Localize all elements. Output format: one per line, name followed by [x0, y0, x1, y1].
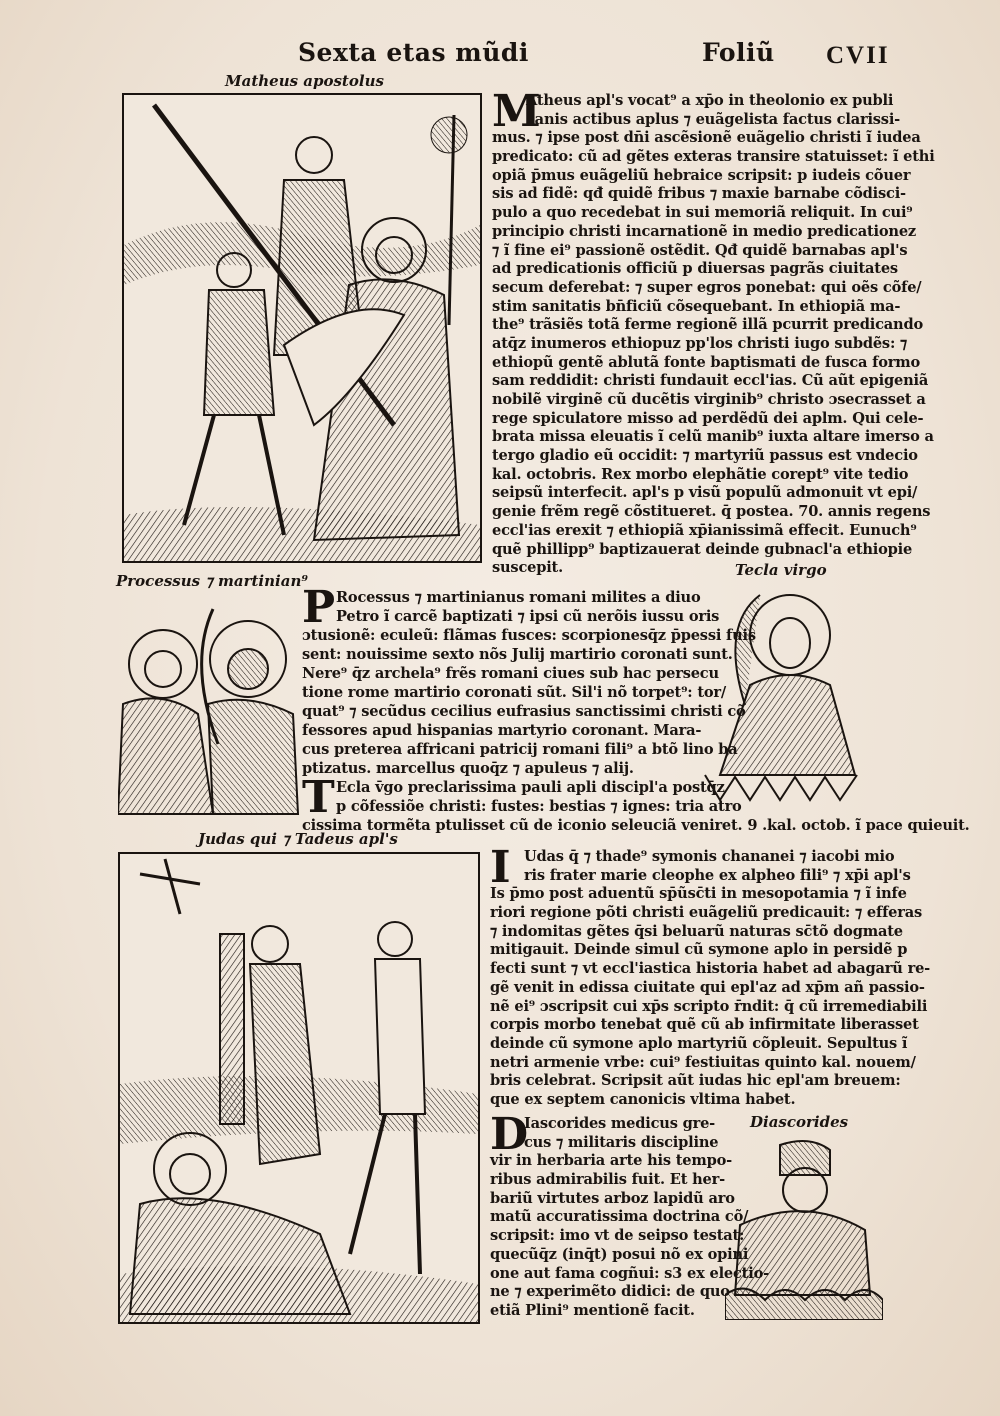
- text-line: fecti sunt ⁊ vt eccl'iastica historia habet ad abagarũ re-: [490, 960, 931, 978]
- text-line: ad predicationis officiũ p diuersas pagrãs ciuitates: [492, 260, 898, 278]
- text-line: Atheus apl's vocat⁹ a xp̄o in theolonio ex publi: [526, 92, 894, 109]
- initial-M: M: [492, 86, 541, 137]
- text-line: atq̄z inumeros ethiopuz pp'los christi iugo subdẽs: ⁊: [492, 334, 908, 352]
- text-line: rege spiculatore misso ad perdẽdũ dei aplm. Qui cele-: [492, 409, 924, 427]
- text-line: quat⁹ ⁊ secũdus cecilius eufrasius sanctissimi christi cõ: [302, 703, 746, 720]
- text-line: gẽ venit in edissa ciuitate qui epl'az ad xp̄m añ passio-: [490, 978, 925, 996]
- text-line: ne ⁊ experimẽto didici: de quo: [490, 1283, 730, 1301]
- text-line: secum deferebat: ⁊ super egros ponebat: qui oẽs cõfe/: [492, 278, 922, 296]
- text-line: que ex septem canonicis vltima habet.: [490, 1090, 796, 1108]
- text-line: matũ accuratissima doctrina cõ/: [490, 1208, 749, 1226]
- text-line: canis actibus aplus ⁊ euãgelista factus clarissi-: [526, 110, 901, 128]
- text-line: sent: nouissime sexto nõs Julij martirio coronati sunt.: [302, 646, 733, 663]
- text-line: eccl'ias erexit ⁊ ethiopiã xp̄ianissimã effecit. Eunuch⁹: [492, 521, 917, 539]
- text-line: scripsit: imo vt de seipso testat:: [490, 1227, 745, 1245]
- running-title: Sexta etas mũdi: [298, 38, 529, 67]
- text-line: cus ⁊ militaris disciplinе: [524, 1133, 719, 1151]
- woodcut-matheus-martyrdom: [122, 93, 482, 563]
- text-line: Ecla v̄go preclarissima pauli apli discipl'a postq̄z: [336, 779, 725, 796]
- text-line: the⁹ trãsiẽs totã ferme regionẽ illã pcurrit predicando: [492, 316, 924, 334]
- text-diascorides: [490, 1109, 769, 1321]
- text-line: pulo a quo recedebat in sui memoriã reliquit. In cui⁹: [492, 204, 913, 222]
- text-line: opiã p̄mus euãgeliũ hebraice scripsit: p iudeis cõuer: [492, 166, 911, 184]
- text-line: suscepit.: [492, 559, 563, 577]
- text-line: bris celebrat. Scripsit aũt iudas hic epl'am breuem:: [490, 1072, 901, 1090]
- text-line: stim sanitatis bn̄ficiũ cõsequebant. In ethiopiã ma-: [492, 297, 901, 315]
- woodcut-processus-martinianus: [118, 604, 300, 820]
- text-line: nobilẽ virginẽ cũ ducẽtis virginib⁹ christo ɔsecrasset a: [492, 391, 926, 408]
- text-line: mitigauit. Deinde simul cũ symone aplo in persidẽ p: [490, 941, 908, 959]
- caption-judas: Judas qui ⁊ Tadeus apl's: [198, 830, 398, 848]
- text-line: ɔtusionẽ: eculeũ: flãmas fusces: scorpionesq̄z p̄pessi fuis: [302, 627, 756, 644]
- text-line: Nere⁹ q̄z archela⁹ frẽs romani ciues sub hac persecu: [302, 665, 719, 682]
- text-line: mus. ⁊ ipse post dn̄i ascẽsionẽ euãgelio christi ĩ iudea: [492, 129, 921, 147]
- text-tecla: [302, 772, 970, 835]
- text-line: ris frater marie cleophe ex alpheo fili⁹ ⁊ xp̄i apl's: [524, 866, 911, 884]
- text-line: nẽ ei⁹ ɔscripsit cui xp̄s scripto r̄ndit: q̄ cũ irremediabili: [490, 997, 928, 1015]
- text-line: Is p̄mo post aduentũ sp̄ũsc̄ti in mesopotamia ⁊ ĩ infe: [490, 885, 907, 903]
- text-line: principio christi incarnationẽ in medio predicationez: [492, 222, 916, 240]
- text-line: ptizatus. marcellus quoq̄z ⁊ apuleus ⁊ alij.: [302, 760, 634, 777]
- text-line: predicato: cũ ad gẽtes exteras transire statuisset: ĩ ethi: [492, 148, 935, 166]
- text-line: tergo gladio eũ occidit: ⁊ martyriũ passus est vndecio: [492, 447, 918, 465]
- text-line: ribus admirabilis fuit. Et her-: [490, 1171, 725, 1189]
- text-line: tione rome martirio coronati sũt. Sil'i nõ torpet⁹: tor/: [302, 684, 727, 701]
- text-line: sam reddidit: christi fundauit eccl'ias. Cũ aũt epigeniã: [492, 372, 929, 390]
- text-line: Rocessus ⁊ martinianus romani milites a diuo: [336, 589, 701, 606]
- initial-D: D: [490, 1109, 528, 1160]
- initial-T: T: [302, 772, 335, 823]
- caption-diascorides: Diascorides: [750, 1113, 849, 1131]
- woodcut-judas-thaddeus-martyrdom: [118, 852, 480, 1324]
- text-line: bariũ virtutes arboz lapidũ aro: [490, 1189, 735, 1207]
- folio-word: Foliũ: [702, 38, 775, 67]
- text-line: one aut fama cogñui: s3 ex electio-: [490, 1264, 769, 1282]
- initial-P: P: [302, 582, 335, 633]
- text-line: quecũq̄z (inq̄t) posui nõ ex opini: [490, 1245, 749, 1263]
- caption-processus: Processus ⁊ martinian⁹: [116, 572, 308, 590]
- text-line: cissima tormẽta ptulisset cũ de iconio seleuciã veniret. 9 .kal. octob. ĩ pace quieuit.: [302, 817, 970, 834]
- text-line: etiã Plini⁹ mentionẽ facit.: [490, 1301, 695, 1319]
- text-line: riori regione põti christi euãgeliũ predicauit: ⁊ efferas: [490, 904, 922, 922]
- caption-matheus: Matheus apostolus: [225, 72, 384, 90]
- text-line: netri armenie vrbe: cui⁹ festiuitas quinto kal. nouem/: [490, 1053, 916, 1071]
- text-line: Petro ĩ carcẽ baptizati ⁊ ipsi cũ nerõis iussu oris: [336, 608, 720, 625]
- text-line: corpis morbo tenebat quẽ cũ ab infirmitate liberasset: [490, 1016, 919, 1034]
- text-line: quẽ phillipp⁹ baptizauerat deinde gubnacl'a ethiopie: [492, 540, 913, 558]
- text-matheus: [492, 86, 935, 578]
- text-line: vir in herbaria arte his tempo-: [490, 1152, 733, 1170]
- text-line: fessores apud hispanias martyrio coronant. Mara-: [302, 722, 702, 739]
- text-line: ethiopũ gentẽ ablutã fonte baptismati de fusca formo: [492, 353, 921, 371]
- text-line: Udas q̄ ⁊ thade⁹ symonis chananei ⁊ iacobi mio: [524, 848, 895, 865]
- text-line: brata missa eleuatis ĩ celũ manib⁹ iuxta altare imerso a: [492, 428, 934, 446]
- text-line: sis ad fidẽ: qđ quidẽ fribus ⁊ maxie barnabe cõdisci-: [492, 185, 906, 203]
- initial-I: I: [490, 842, 511, 893]
- text-line: ⁊ indomitas gẽtes q̄si beluarũ naturas sc̄tõ dogmate: [490, 922, 903, 940]
- folio-number: CVII: [826, 42, 890, 69]
- text-line: seipsũ interfecit. apl's p visũ populũ admonuit vt epi/: [492, 484, 918, 502]
- text-line: deinde cũ symone aplo martyriũ cõpleuit. Sepultus ĩ: [490, 1034, 908, 1052]
- text-line: cus preterea affricani patricij romani fili⁹ a btõ lino ba: [302, 741, 738, 758]
- text-line: Iascorides medicus gre-: [524, 1115, 716, 1132]
- caption-tecla: Tecla virgo: [735, 561, 827, 579]
- text-line: p cõfessiõe christi: fustes: bestias ⁊ ignes: tria atro: [336, 798, 742, 815]
- text-line: kal. octobris. Rex morbo elephãtie corept⁹ vite tedio: [492, 465, 909, 483]
- text-judas: [490, 842, 931, 1110]
- text-processus: [302, 582, 756, 778]
- text-line: genie frẽm regẽ cõstitueret. q̄ postea. 70. annis regens: [492, 503, 931, 521]
- text-line: ⁊ ĩ fine ei⁹ passionẽ ostẽdit. Qđ quidẽ barnabas apl's: [492, 241, 908, 259]
